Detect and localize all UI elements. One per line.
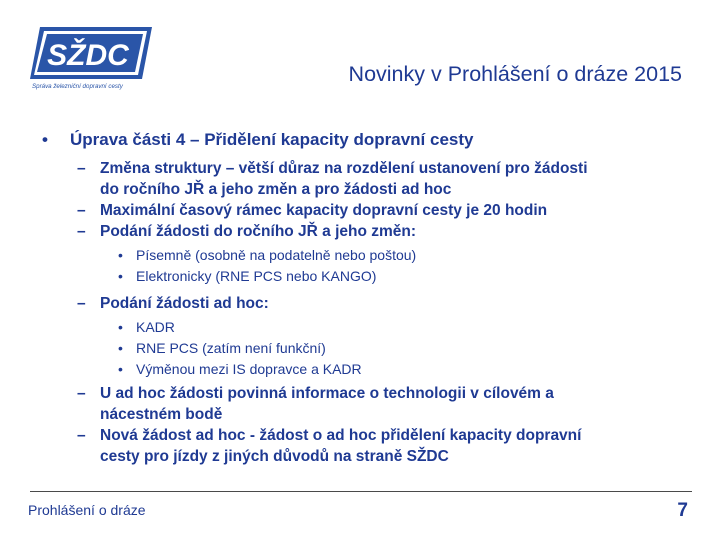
bullet-item-continued: do ročního JŘ a jeho změn a pro žádosti ad hoc: [100, 181, 452, 198]
bullet-item-continued: nácestném bodě: [100, 406, 223, 423]
bullet-item: – Podání žádosti ad hoc:: [77, 295, 269, 312]
footer-text: Prohlášení o dráze: [28, 502, 146, 518]
bullet-dash: –: [77, 223, 86, 240]
bullet-dash: –: [77, 427, 86, 444]
logo-tagline: Správa železniční dopravní cesty: [32, 83, 123, 90]
bullet-dash: –: [77, 202, 86, 219]
sub-bullet-item: • Elektronicky (RNE PCS nebo KANGO): [42, 266, 682, 287]
bullet-item: – Nová žádost ad hoc - žádost o ad hoc přidělení kapacity dopravní: [77, 427, 582, 444]
slide-title: Novinky v Prohlášení o dráze 2015: [348, 62, 682, 86]
logo-mark: SŽDC: [47, 39, 129, 72]
bullet-dot: •: [118, 319, 123, 335]
bullet-dot: •: [42, 130, 48, 149]
sub-bullet-item: • KADR: [42, 317, 682, 338]
bullet-dash: –: [77, 160, 86, 177]
bullet-dot: •: [118, 268, 123, 284]
bullet-main: • Úprava části 4 – Přidělení kapacity dopravní cesty: [42, 128, 682, 152]
bullet-item: – Maximální časový rámec kapacity dopravní cesty je 20 hodin: [77, 202, 548, 219]
bullet-dash: –: [77, 385, 86, 402]
footer-divider: [30, 491, 692, 492]
bullet-dash: –: [77, 295, 86, 312]
bullet-item: – Změna struktury – větší důraz na rozdělení ustanovení pro žádosti: [77, 160, 588, 177]
bullet-item: – U ad hoc žádosti povinná informace o technologii v cílovém a: [77, 385, 554, 402]
bullet-dot: •: [118, 361, 123, 377]
page-number: 7: [677, 500, 688, 521]
sub-bullet-item: • Písemně (osobně na podatelně nebo poštou): [42, 245, 682, 266]
slide-content: [42, 128, 682, 467]
bullet-dot: •: [118, 247, 123, 263]
sub-bullet-item: • RNE PCS (zatím není funkční): [42, 338, 682, 359]
bullet-item-continued: cesty pro jízdy z jiných důvodů na straně SŽDC: [100, 448, 449, 465]
bullet-item: – Podání žádosti do ročního JŘ a jeho změn:: [77, 223, 417, 240]
bullet-dot: •: [118, 340, 123, 356]
szdc-logo: [30, 25, 152, 91]
sub-bullet-item: • Výměnou mezi IS dopravce a KADR: [42, 359, 682, 380]
